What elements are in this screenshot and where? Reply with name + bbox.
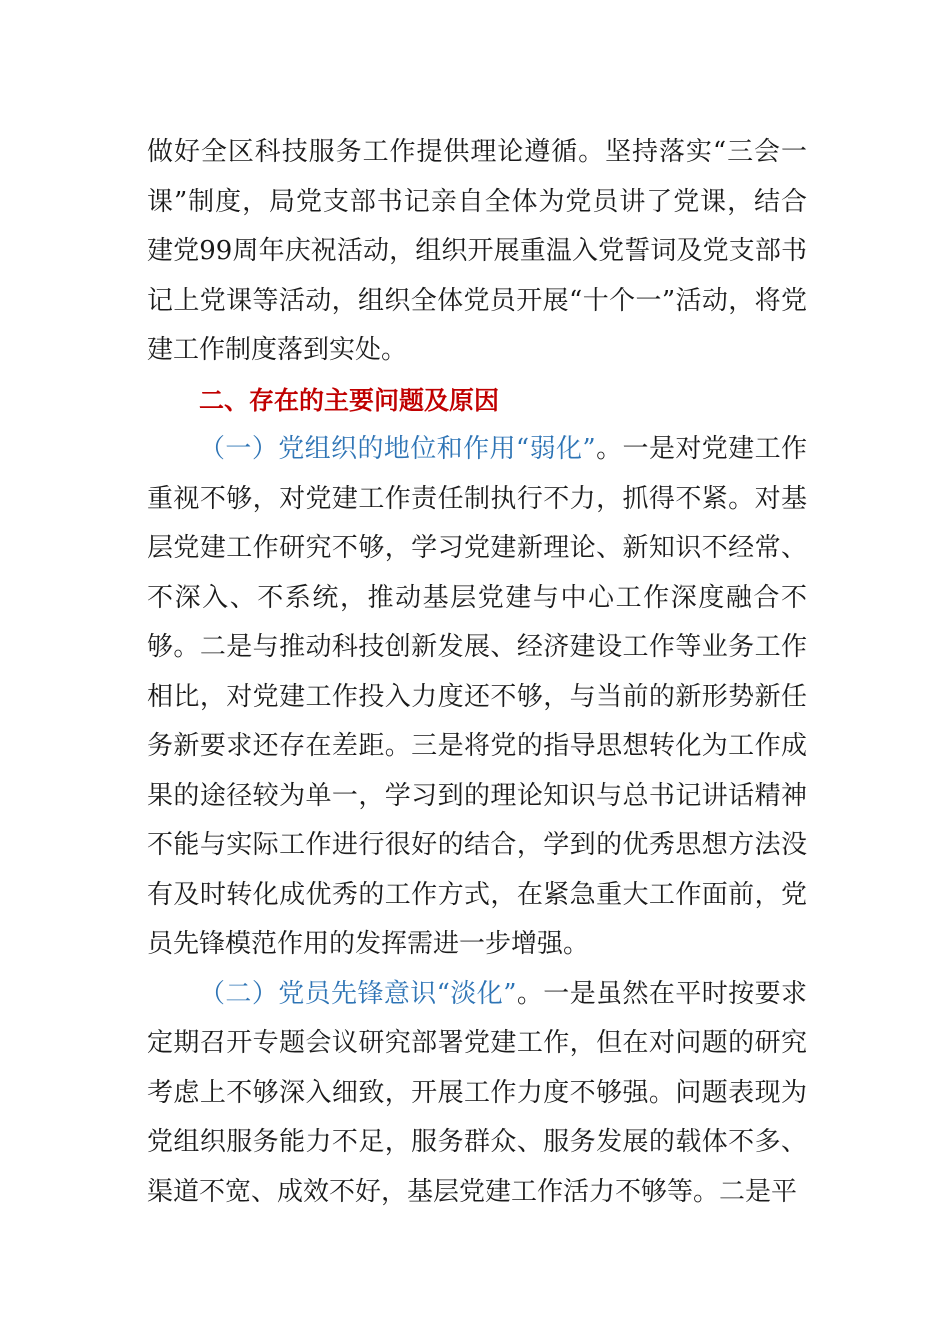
document-body bbox=[147, 128, 807, 1217]
item-2-body: 。一是虽然在平时按要求定期召开专题会议研究部署党建工作，但在对问题的研究考虑上不够深入细致，开展工作力度不够强。问题表现为党组织服务能力不足，服务群众、服务发展的载体不多、渠道不宽、成效不好，基层党建工作活力不够等。二是平 bbox=[147, 978, 807, 1207]
item-2-paragraph bbox=[147, 970, 807, 1218]
item-2-heading: （二）党员先锋意识“淡化” bbox=[199, 978, 517, 1009]
item-1-paragraph bbox=[147, 425, 807, 970]
paragraph-continuation: 做好全区科技服务工作提供理论遵循。坚持落实“三会一课”制度，局党支部书记亲自全体为党员讲了党课，结合建党99周年庆祝活动，组织开展重温入党誓词及党支部书记上党课等活动，组织全体党员开展“十个一”活动，将党建工作制度落到实处。 bbox=[147, 137, 807, 365]
section-heading-problems: 二、存在的主要问题及原因 bbox=[199, 385, 500, 415]
item-1-body: 。一是对党建工作重视不够，对党建工作责任制执行不力，抓得不紧。对基层党建工作研究不够，学习党建新理论、新知识不经常、不深入、不系统，推动基层党建与中心工作深度融合不够。二是与推动科技创新发展、经济建设工作等业务工作相比，对党建工作投入力度还不够，与当前的新形势新任务新要求还存在差距。三是将党的指导思想转化为工作成果的途径较为单一，学习到的理论知识与总书记讲话精神不能与实际工作进行很好的结合，学到的优秀思想方法没有及时转化成优秀的工作方式，在紧急重大工作面前，党员先锋模范作用的发挥需进一步增强。 bbox=[147, 434, 807, 959]
item-1-heading: （一）党组织的地位和作用“弱化” bbox=[199, 434, 596, 464]
